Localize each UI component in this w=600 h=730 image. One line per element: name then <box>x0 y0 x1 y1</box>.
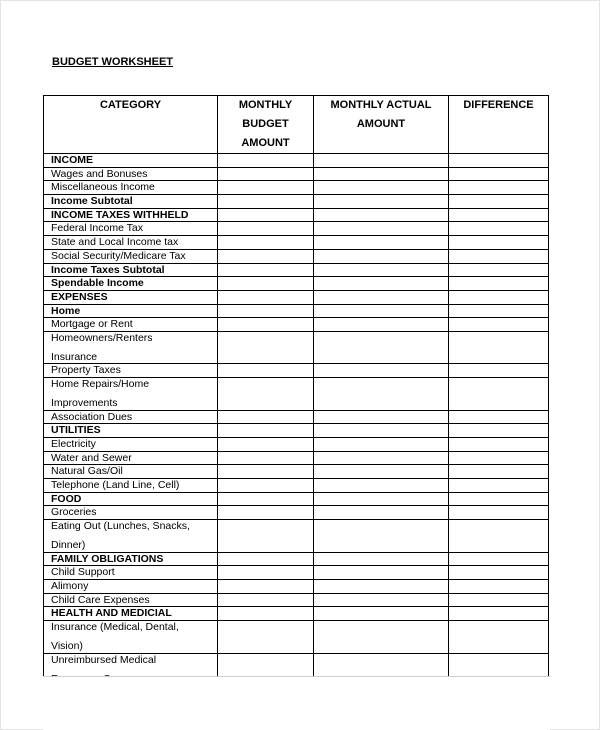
monthly-budget-cell[interactable] <box>218 236 314 250</box>
table-row <box>44 222 549 236</box>
category-label: Child Support <box>51 566 115 579</box>
category-label-continued: Insurance <box>51 350 98 363</box>
table-row <box>44 318 549 332</box>
category-cell <box>44 249 218 263</box>
category-label: Federal Income Tax <box>51 222 144 235</box>
category-cell <box>44 451 218 465</box>
category-cell <box>44 552 218 566</box>
monthly-actual-cell[interactable] <box>314 593 449 607</box>
table-row <box>44 520 549 553</box>
difference-cell[interactable] <box>449 249 549 263</box>
category-cell <box>44 465 218 479</box>
monthly-actual-cell[interactable] <box>314 331 449 364</box>
monthly-actual-cell[interactable] <box>314 479 449 493</box>
category-label: Child Care Expenses <box>51 593 150 606</box>
category-cell <box>44 195 218 209</box>
monthly-budget-cell[interactable] <box>218 290 314 304</box>
monthly-actual-cell[interactable] <box>314 492 449 506</box>
monthly-actual-cell[interactable] <box>314 410 449 424</box>
monthly-budget-cell[interactable] <box>218 167 314 181</box>
table-row <box>44 378 549 411</box>
category-label: Miscellaneous Income <box>51 181 155 194</box>
category-cell <box>44 492 218 506</box>
monthly-budget-cell[interactable] <box>218 566 314 580</box>
page-cutoff-line <box>43 676 550 677</box>
monthly-actual-cell[interactable] <box>314 465 449 479</box>
monthly-actual-cell[interactable] <box>314 154 449 168</box>
monthly-budget-cell[interactable] <box>218 621 314 654</box>
category-cell <box>44 593 218 607</box>
difference-cell[interactable] <box>449 304 549 318</box>
monthly-actual-cell[interactable] <box>314 566 449 580</box>
monthly-budget-cell[interactable] <box>218 364 314 378</box>
category-cell <box>44 208 218 222</box>
monthly-actual-cell[interactable] <box>314 451 449 465</box>
monthly-budget-cell[interactable] <box>218 520 314 553</box>
header-row <box>44 96 549 154</box>
table-row <box>44 479 549 493</box>
monthly-budget-cell[interactable] <box>218 479 314 493</box>
difference-cell[interactable] <box>449 552 549 566</box>
table-row <box>44 607 549 621</box>
table-row <box>44 506 549 520</box>
document-title: BUDGET WORKSHEET <box>52 56 173 68</box>
category-label: Alimony <box>51 580 89 592</box>
category-label: EXPENSES <box>51 290 108 303</box>
table-row <box>44 181 549 195</box>
monthly-budget-cell[interactable] <box>218 492 314 506</box>
table-row <box>44 331 549 364</box>
monthly-budget-cell[interactable] <box>218 580 314 594</box>
category-label: Insurance (Medical, Dental, <box>51 621 179 634</box>
difference-cell[interactable] <box>449 364 549 378</box>
table-row <box>44 195 549 209</box>
page-cutoff-area <box>43 676 550 730</box>
table-row <box>44 154 549 168</box>
category-cell <box>44 236 218 250</box>
monthly-actual-cell[interactable] <box>314 607 449 621</box>
monthly-actual-cell[interactable] <box>314 263 449 277</box>
monthly-budget-cell[interactable] <box>218 181 314 195</box>
monthly-budget-cell[interactable] <box>218 438 314 452</box>
table-row <box>44 438 549 452</box>
monthly-budget-cell[interactable] <box>218 249 314 263</box>
category-label: FAMILY OBLIGATIONS <box>51 552 164 565</box>
monthly-actual-cell[interactable] <box>314 195 449 209</box>
monthly-budget-cell[interactable] <box>218 424 314 438</box>
difference-cell[interactable] <box>449 465 549 479</box>
difference-cell[interactable] <box>449 167 549 181</box>
table-row <box>44 492 549 506</box>
category-label: Social Security/Medicare Tax <box>51 249 186 262</box>
table-row <box>44 290 549 304</box>
table-row <box>44 277 549 291</box>
monthly-budget-cell[interactable] <box>218 451 314 465</box>
category-cell <box>44 277 218 291</box>
category-cell <box>44 520 218 553</box>
category-cell <box>44 378 218 411</box>
monthly-budget-cell[interactable] <box>218 552 314 566</box>
difference-cell[interactable] <box>449 195 549 209</box>
category-cell <box>44 167 218 181</box>
monthly-budget-cell[interactable] <box>218 331 314 364</box>
table-row <box>44 593 549 607</box>
category-label: Electricity <box>51 438 96 450</box>
monthly-budget-cell[interactable] <box>218 154 314 168</box>
table-row <box>44 580 549 594</box>
monthly-budget-cell[interactable] <box>218 195 314 209</box>
category-label: Mortgage or Rent <box>51 318 133 331</box>
category-label: INCOME TAXES WITHHELD <box>51 208 189 221</box>
category-label-continued: Improvements <box>51 397 118 410</box>
table-row <box>44 236 549 250</box>
difference-cell[interactable] <box>449 451 549 465</box>
category-label: INCOME <box>51 154 93 166</box>
monthly-actual-cell[interactable] <box>314 364 449 378</box>
table-row <box>44 263 549 277</box>
category-cell <box>44 438 218 452</box>
category-label: State and Local Income tax <box>51 236 179 249</box>
monthly-actual-cell[interactable] <box>314 167 449 181</box>
category-label: Homeowners/Renters <box>51 331 153 344</box>
difference-cell[interactable] <box>449 593 549 607</box>
category-cell <box>44 506 218 520</box>
category-cell <box>44 621 218 654</box>
difference-cell[interactable] <box>449 607 549 621</box>
category-label: Water and Sewer <box>51 451 132 464</box>
category-label: Wages and Bonuses <box>51 167 148 180</box>
monthly-budget-cell[interactable] <box>218 318 314 332</box>
table-row <box>44 410 549 424</box>
monthly-budget-cell[interactable] <box>218 465 314 479</box>
monthly-actual-cell[interactable] <box>314 506 449 520</box>
category-label: Telephone (Land Line, Cell) <box>51 479 180 492</box>
monthly-budget-cell[interactable] <box>218 378 314 411</box>
category-label: Eating Out (Lunches, Snacks, <box>51 520 190 533</box>
monthly-actual-cell[interactable] <box>314 438 449 452</box>
table-row <box>44 364 549 378</box>
monthly-actual-cell[interactable] <box>314 552 449 566</box>
monthly-budget-cell[interactable] <box>218 607 314 621</box>
category-label-continued: Dinner) <box>51 539 86 552</box>
difference-cell[interactable] <box>449 492 549 506</box>
difference-cell[interactable] <box>449 318 549 332</box>
header-monthly-actual-amount: MONTHLY ACTUAL AMOUNT <box>314 96 449 154</box>
category-cell <box>44 290 218 304</box>
monthly-budget-cell[interactable] <box>218 593 314 607</box>
table-row <box>44 249 549 263</box>
header-difference: DIFFERENCE <box>449 96 549 154</box>
category-cell <box>44 304 218 318</box>
monthly-actual-cell[interactable] <box>314 222 449 236</box>
category-cell <box>44 222 218 236</box>
monthly-budget-cell[interactable] <box>218 410 314 424</box>
category-label: Groceries <box>51 506 97 519</box>
monthly-budget-cell[interactable] <box>218 263 314 277</box>
monthly-budget-cell[interactable] <box>218 277 314 291</box>
table-row <box>44 566 549 580</box>
category-cell <box>44 566 218 580</box>
monthly-actual-cell[interactable] <box>314 181 449 195</box>
category-label: Property Taxes <box>51 364 121 377</box>
category-label: UTILITIES <box>51 424 101 437</box>
monthly-actual-cell[interactable] <box>314 236 449 250</box>
difference-cell[interactable] <box>449 236 549 250</box>
category-label: Spendable Income <box>51 277 144 290</box>
category-label: Home Repairs/Home <box>51 378 150 391</box>
category-label: Income Subtotal <box>51 195 133 208</box>
monthly-budget-cell[interactable] <box>218 506 314 520</box>
category-label: Unreimbursed Medical <box>51 653 157 666</box>
monthly-actual-cell[interactable] <box>314 520 449 553</box>
category-cell <box>44 318 218 332</box>
difference-cell[interactable] <box>449 378 549 411</box>
budget-table <box>43 95 549 686</box>
table-row <box>44 465 549 479</box>
table-row <box>44 621 549 654</box>
category-label: Association Dues <box>51 410 133 423</box>
difference-cell[interactable] <box>449 424 549 438</box>
monthly-actual-cell[interactable] <box>314 249 449 263</box>
category-cell <box>44 154 218 168</box>
difference-cell[interactable] <box>449 621 549 654</box>
difference-cell[interactable] <box>449 479 549 493</box>
category-cell <box>44 479 218 493</box>
monthly-actual-cell[interactable] <box>314 580 449 594</box>
category-cell <box>44 580 218 594</box>
difference-cell[interactable] <box>449 263 549 277</box>
monthly-actual-cell[interactable] <box>314 621 449 654</box>
monthly-actual-cell[interactable] <box>314 424 449 438</box>
monthly-actual-cell[interactable] <box>314 277 449 291</box>
monthly-actual-cell[interactable] <box>314 304 449 318</box>
table-row <box>44 552 549 566</box>
category-label: HEALTH AND MEDICIAL <box>51 607 172 620</box>
table-row <box>44 167 549 181</box>
category-cell <box>44 181 218 195</box>
monthly-actual-cell[interactable] <box>314 208 449 222</box>
difference-cell[interactable] <box>449 208 549 222</box>
difference-cell[interactable] <box>449 277 549 291</box>
difference-cell[interactable] <box>449 222 549 236</box>
monthly-budget-cell[interactable] <box>218 222 314 236</box>
category-label: Income Taxes Subtotal <box>51 263 165 276</box>
table-row <box>44 451 549 465</box>
category-cell <box>44 364 218 378</box>
category-cell <box>44 424 218 438</box>
monthly-budget-cell[interactable] <box>218 208 314 222</box>
header-category: CATEGORY <box>44 96 218 154</box>
category-cell <box>44 410 218 424</box>
category-cell <box>44 607 218 621</box>
difference-cell[interactable] <box>449 331 549 364</box>
difference-cell[interactable] <box>449 410 549 424</box>
difference-cell[interactable] <box>449 580 549 594</box>
monthly-actual-cell[interactable] <box>314 290 449 304</box>
difference-cell[interactable] <box>449 506 549 520</box>
difference-cell[interactable] <box>449 181 549 195</box>
table-row <box>44 208 549 222</box>
category-label: Natural Gas/Oil <box>51 465 123 478</box>
difference-cell[interactable] <box>449 566 549 580</box>
category-label: FOOD <box>51 492 82 505</box>
difference-cell[interactable] <box>449 520 549 553</box>
monthly-budget-cell[interactable] <box>218 304 314 318</box>
category-label-continued: Vision) <box>51 640 83 653</box>
category-cell <box>44 331 218 364</box>
category-label: Home <box>51 304 81 317</box>
category-cell <box>44 263 218 277</box>
table-row <box>44 304 549 318</box>
difference-cell[interactable] <box>449 154 549 168</box>
table-row <box>44 424 549 438</box>
difference-cell[interactable] <box>449 438 549 452</box>
header-monthly-budget-amount: MONTHLY BUDGET AMOUNT <box>218 96 314 154</box>
monthly-actual-cell[interactable] <box>314 318 449 332</box>
difference-cell[interactable] <box>449 290 549 304</box>
monthly-actual-cell[interactable] <box>314 378 449 411</box>
